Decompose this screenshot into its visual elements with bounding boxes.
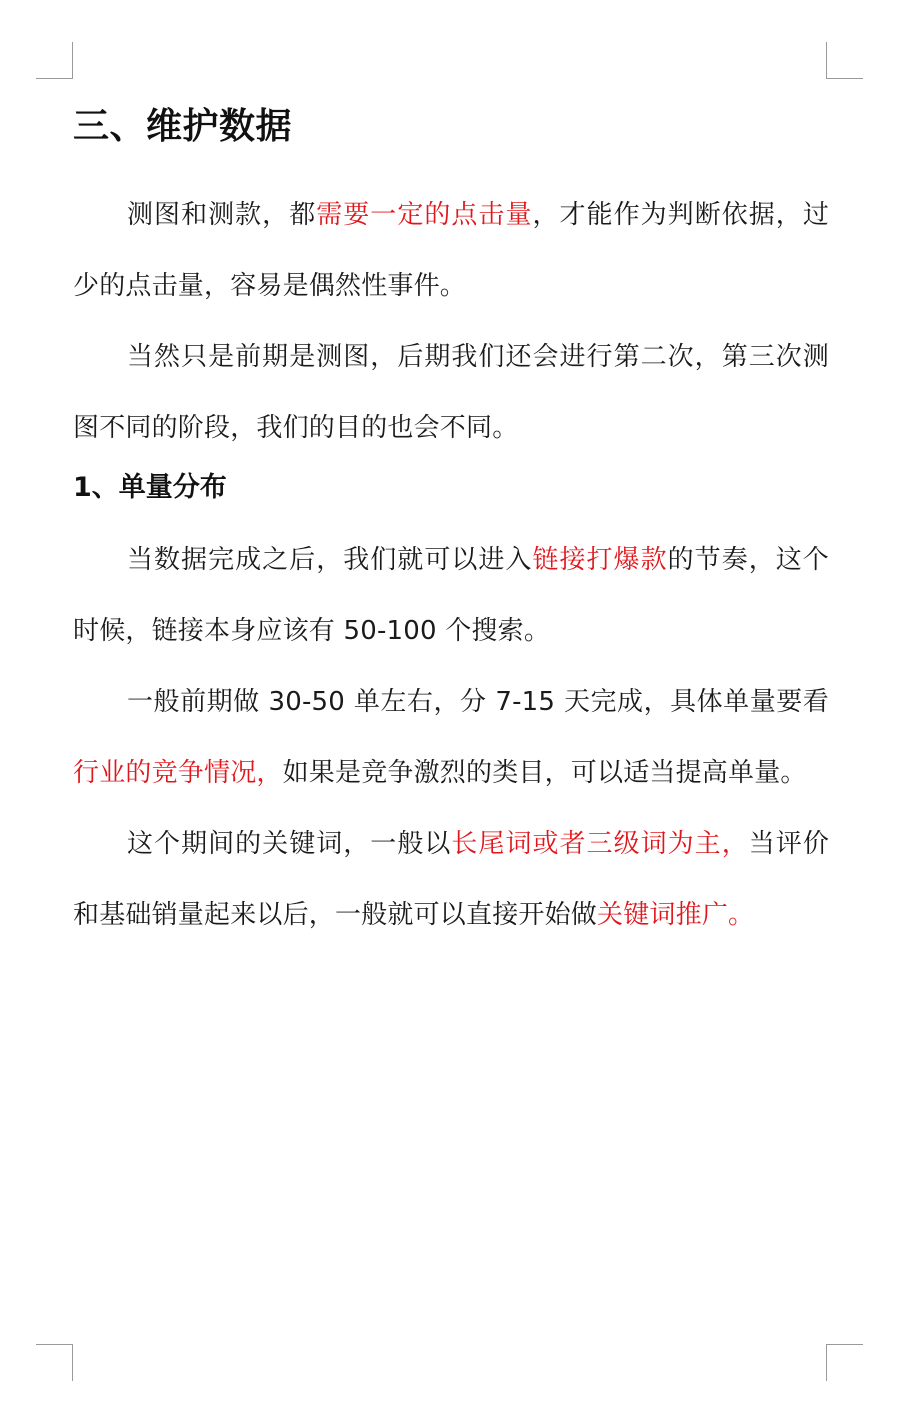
text-segment: 当评价和基础销量起来以后，一般就可以直接开始做 xyxy=(73,829,830,930)
paragraph xyxy=(73,809,829,951)
highlighted-text: 长尾词或者三级词为主， xyxy=(451,829,749,859)
text-segment: 这个期间的关键词，一般以 xyxy=(127,829,452,859)
paragraph xyxy=(73,322,829,464)
text-segment: 当然只是前期是测图，后期我们还会进行第二次，第三次测图不同的阶段，我们的目的也会不同。 xyxy=(73,342,829,443)
document-body xyxy=(73,100,829,951)
subsection-heading: 1、单量分布 xyxy=(73,472,227,503)
text-segment: 测图和测款，都 xyxy=(127,200,317,230)
highlighted-text: 关键词推广。 xyxy=(597,900,755,930)
highlighted-text: 行业的竞争情况， xyxy=(73,758,283,788)
paragraph xyxy=(73,525,829,667)
highlighted-text: 需要一定的点击量 xyxy=(316,200,533,230)
crop-mark-top-left xyxy=(36,42,73,79)
paragraph xyxy=(73,180,829,322)
crop-mark-bottom-left xyxy=(36,1344,73,1381)
text-segment: 如果是竞争激烈的类目，可以适当提高单量。 xyxy=(282,758,807,788)
section-heading: 三、维护数据 xyxy=(73,106,293,147)
crop-mark-top-right xyxy=(826,42,863,79)
paragraph xyxy=(73,667,829,809)
text-segment: 一般前期做 30-50 单左右，分 7-15 天完成，具体单量要看 xyxy=(127,687,829,717)
text-segment: 当数据完成之后，我们就可以进入 xyxy=(127,545,533,575)
highlighted-text: 链接打爆款 xyxy=(532,545,668,575)
text-segment: ，才能作为判断依据，过少的点击量，容易是偶然性事件。 xyxy=(73,200,830,301)
crop-mark-bottom-right xyxy=(826,1344,863,1381)
text-segment: 的节奏，这个时候，链接本身应该有 50-100 个搜索。 xyxy=(73,545,829,646)
